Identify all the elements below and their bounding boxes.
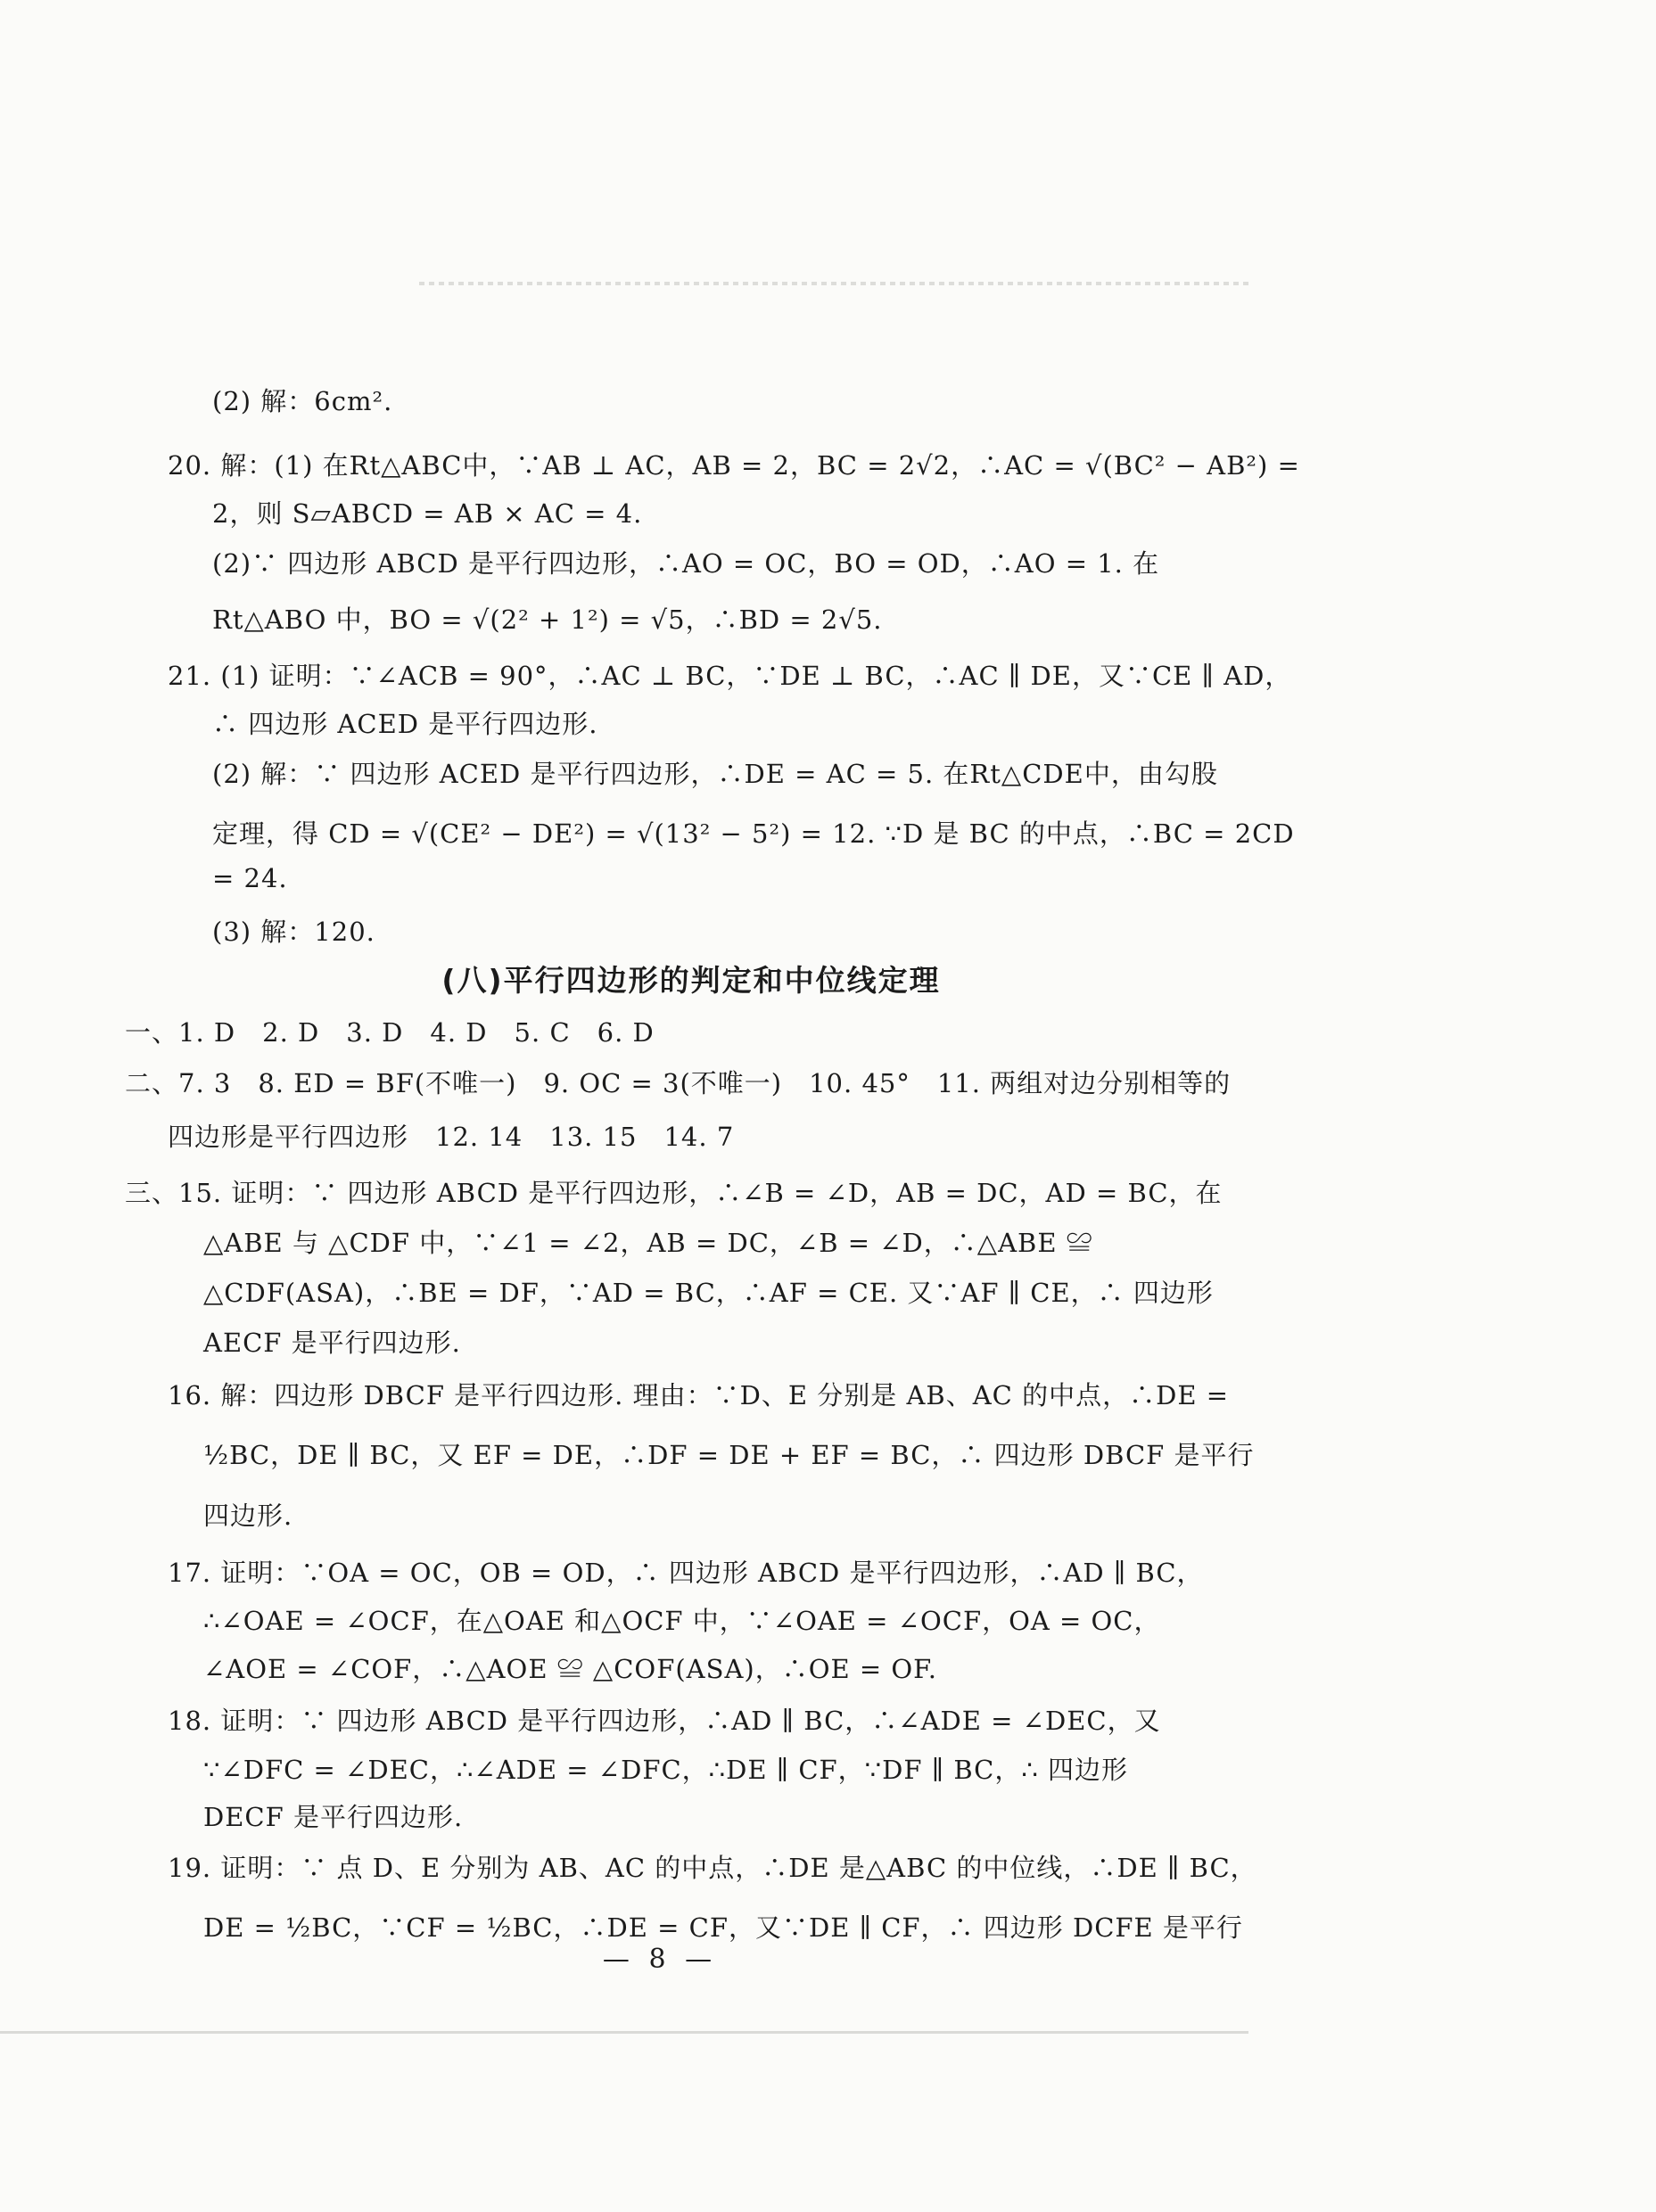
scan-artifact-bottom bbox=[0, 2031, 1248, 2034]
text-line-24: ∠AOE = ∠COF，∴△AOE ≌ △COF(ASA)，∴OE = OF. bbox=[203, 1654, 937, 1684]
text-line-10: = 24. bbox=[212, 863, 288, 893]
text-line-8: (2) 解：∵ 四边形 ACED 是平行四边形，∴DE = AC = 5. 在Rt△CDE中，由勾股 bbox=[212, 759, 1218, 789]
text-line-9: 定理，得 CD = √(CE² − DE²) = √(13² − 5²) = 12. ∵D 是 BC 的中点，∴BC = 2CD bbox=[212, 818, 1295, 849]
text-line-18: AECF 是平行四边形. bbox=[203, 1328, 461, 1358]
text-line-11: (3) 解：120. bbox=[212, 917, 375, 947]
text-line-14: 四边形是平行四边形 12. 14 13. 15 14. 7 bbox=[168, 1122, 735, 1152]
text-line-13: 二、7. 3 8. ED = BF(不唯一) 9. OC = 3(不唯一) 10. 45° 11. 两组对边分别相等的 bbox=[125, 1068, 1232, 1098]
text-line-6: 21. (1) 证明：∵∠ACB = 90°，∴AC ⊥ BC，∵DE ⊥ BC，∴AC ∥ DE，又∵CE ∥ AD， bbox=[168, 661, 1292, 691]
text-line-16: △ABE 与 △CDF 中，∵∠1 = ∠2，AB = DC，∠B = ∠D，∴△ABE ≌ bbox=[203, 1228, 1093, 1258]
text-line-19: 16. 解：四边形 DBCF 是平行四边形. 理由：∵D、E 分别是 AB、AC 的中点，∴DE = bbox=[168, 1380, 1230, 1410]
text-line-22: 17. 证明：∵OA = OC，OB = OD，∴ 四边形 ABCD 是平行四边形，∴AD ∥ BC， bbox=[168, 1558, 1204, 1588]
page-number: — 8 — bbox=[602, 1944, 718, 1975]
text-line-17: △CDF(ASA)，∴BE = DF，∵AD = BC，∴AF = CE. 又∵AF ∥ CE，∴ 四边形 bbox=[203, 1278, 1214, 1308]
text-line-7: ∴ 四边形 ACED 是平行四边形. bbox=[212, 709, 598, 739]
text-line-15: 三、15. 证明：∵ 四边形 ABCD 是平行四边形，∴∠B = ∠D，AB = DC，AD = BC，在 bbox=[125, 1178, 1223, 1208]
text-line-28: 19. 证明：∵ 点 D、E 分别为 AB、AC 的中点，∴DE 是△ABC 的中位线，∴DE ∥ BC， bbox=[168, 1853, 1257, 1883]
section-title: (八)平行四边形的判定和中位线定理 bbox=[441, 963, 941, 998]
text-line-12: 一、1. D 2. D 3. D 4. D 5. C 6. D bbox=[125, 1017, 655, 1048]
scan-artifact-top bbox=[419, 282, 1248, 285]
text-line-26: ∵∠DFC = ∠DEC，∴∠ADE = ∠DFC，∴DE ∥ CF，∵DF ∥ BC，∴ 四边形 bbox=[203, 1755, 1129, 1785]
text-line-2: 20. 解：(1) 在Rt△ABC中，∵AB ⊥ AC，AB = 2，BC = 2√2，∴AC = √(BC² − AB²) = bbox=[168, 450, 1300, 481]
text-line-27: DECF 是平行四边形. bbox=[203, 1802, 464, 1832]
text-line-1: (2) 解：6cm². bbox=[212, 386, 393, 416]
text-line-25: 18. 证明：∵ 四边形 ABCD 是平行四边形，∴AD ∥ BC，∴∠ADE = ∠DEC，又 bbox=[168, 1706, 1161, 1736]
text-line-21: 四边形. bbox=[203, 1501, 293, 1531]
text-line-29: DE = ½BC，∵CF = ½BC，∴DE = CF，又∵DE ∥ CF，∴ 四边形 DCFE 是平行 bbox=[203, 1912, 1243, 1943]
text-line-20: ½BC，DE ∥ BC，又 EF = DE，∴DF = DE + EF = BC，∴ 四边形 DBCF 是平行 bbox=[203, 1440, 1255, 1470]
text-line-23: ∴∠OAE = ∠OCF，在△OAE 和△OCF 中，∵∠OAE = ∠OCF，OA = OC， bbox=[203, 1606, 1161, 1636]
text-line-4: (2)∵ 四边形 ABCD 是平行四边形，∴AO = OC，BO = OD，∴AO = 1. 在 bbox=[212, 548, 1160, 579]
text-line-5: Rt△ABO 中，BO = √(2² + 1²) = √5，∴BD = 2√5. bbox=[212, 604, 883, 635]
text-line-3: 2，则 S▱ABCD = AB × AC = 4. bbox=[212, 498, 643, 529]
